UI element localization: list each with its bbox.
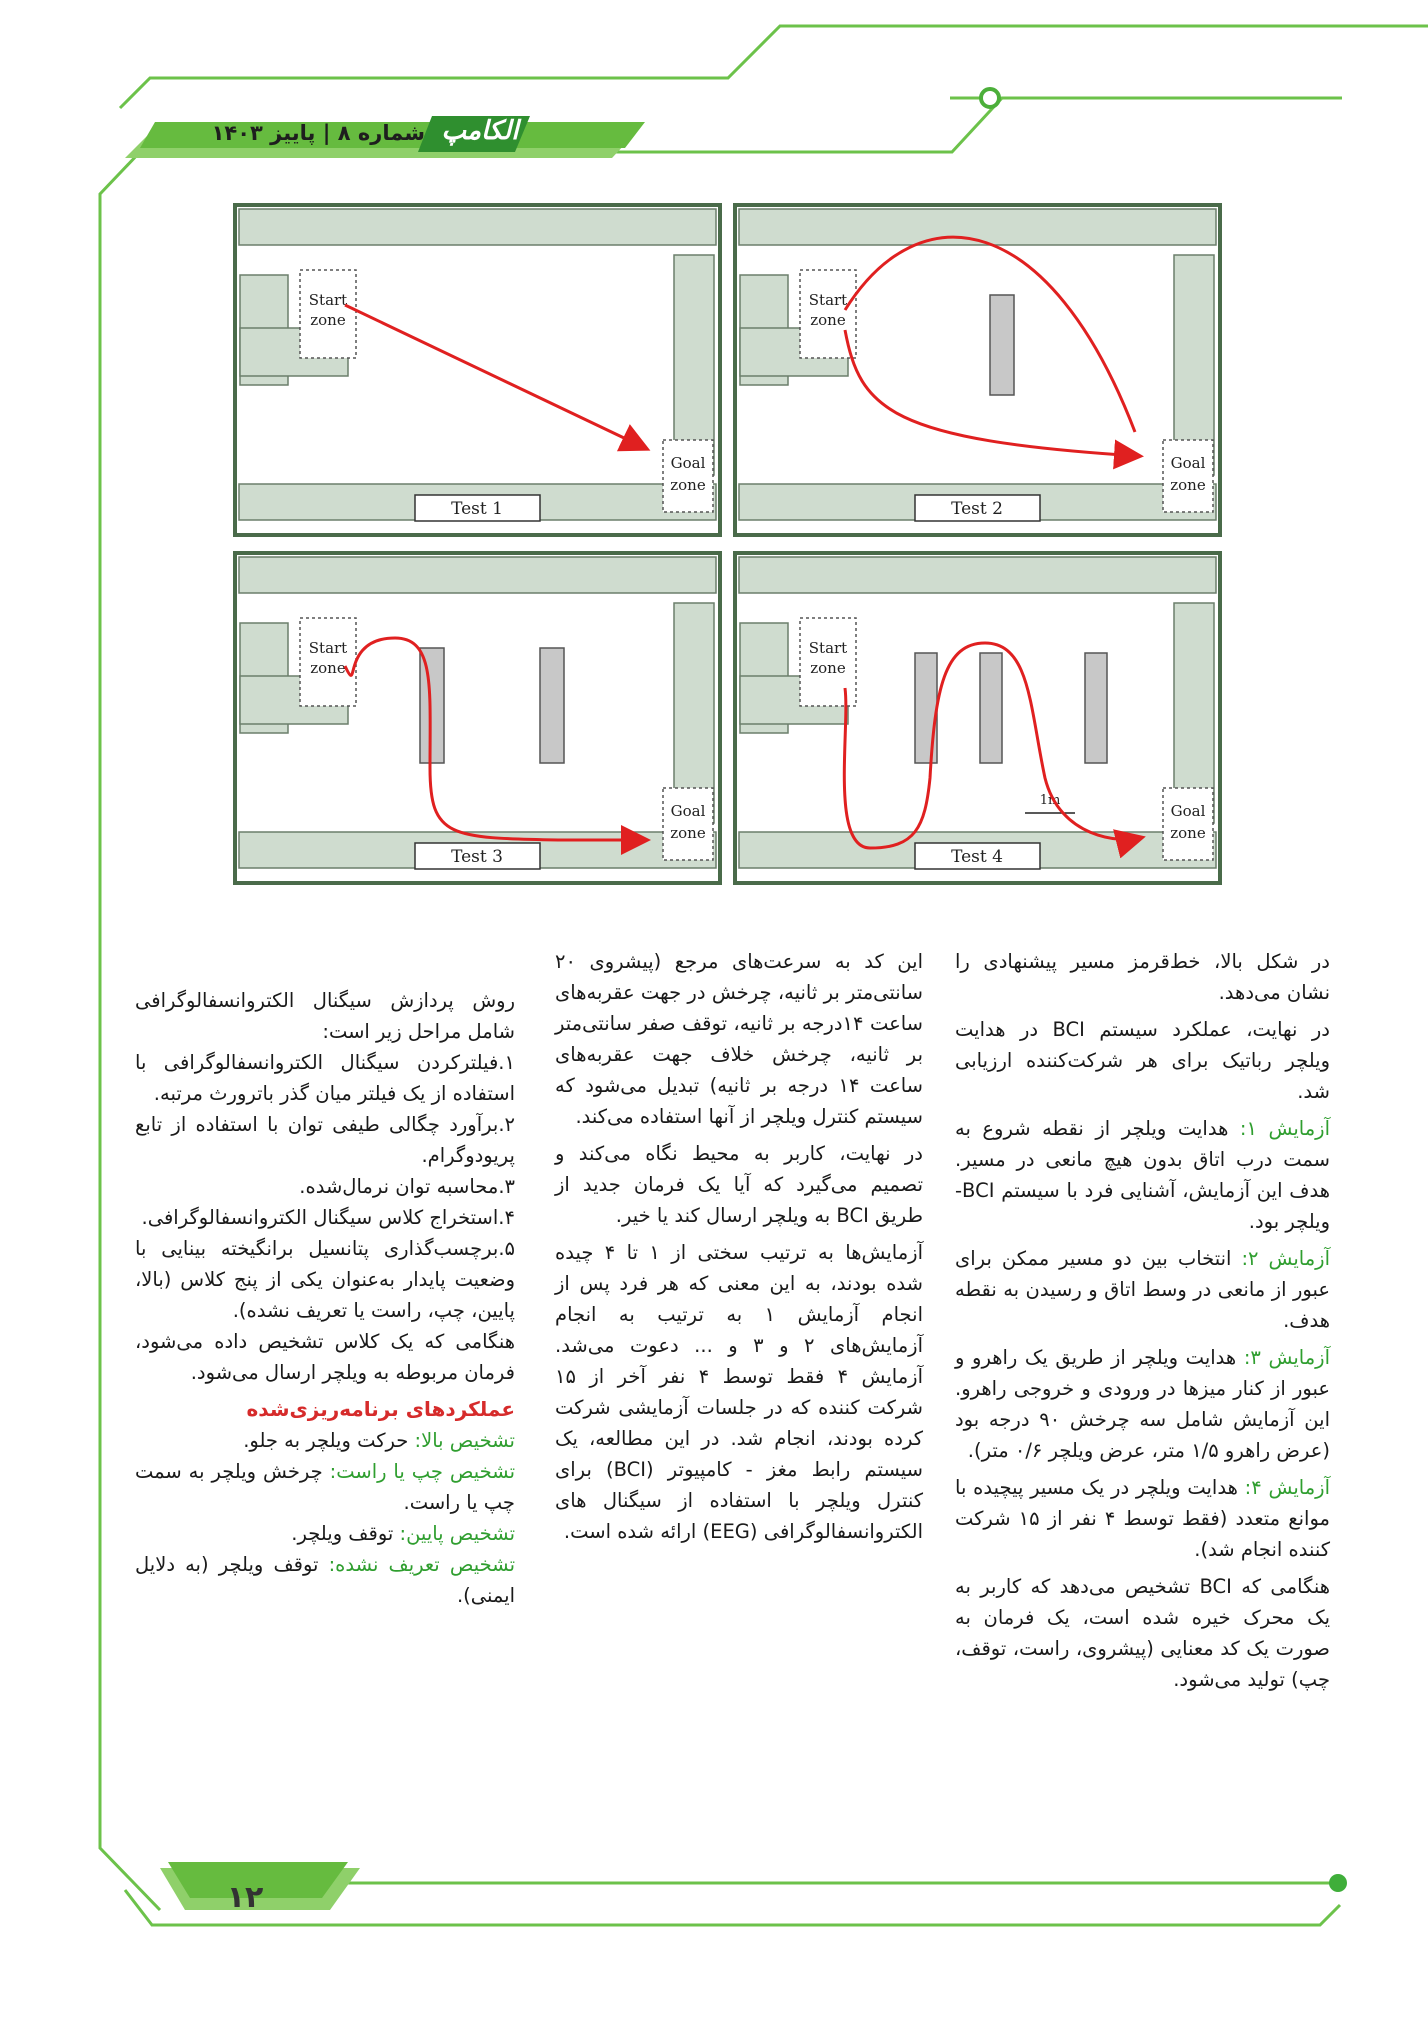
test-2-description: [955, 1243, 1330, 1336]
test-1-text: هدایت ویلچر از نقطه شروع به سمت درب اتاق بدون هیچ مانعی در مسیر. هدف این آزمایش، آشنایی فرد با سیستم BCI-ویلچر بود.: [955, 1117, 1330, 1233]
function-up-text: حرکت ویلچر به جلو.: [243, 1429, 415, 1452]
column-left: [135, 985, 515, 1611]
test-panel-4: [735, 553, 1220, 883]
paragraph: در شکل بالا، خط‌قرمز مسیر پیشنهادی را نشان می‌دهد.: [955, 950, 1330, 1004]
start-zone-label: Start: [808, 639, 848, 657]
test-3-label: آزمایش ۳:: [1243, 1346, 1330, 1369]
paragraph: روش پردازش سیگنال الکتروانسفالوگرافی شامل مراحل زیر است:: [135, 989, 515, 1043]
obstacle: [540, 648, 564, 763]
header-dot: [981, 89, 999, 107]
goal-zone-label: zone: [1170, 824, 1206, 842]
goal-zone-label: zone: [1170, 476, 1206, 494]
step-5: ۵.برچسب‌گذاری پتانسیل برانگیخته بینایی با وضعیت پایدار به‌عنوان یکی از پنج کلاس (بالا، پایین، چپ، راست یا تعریف نشده).: [135, 1237, 515, 1322]
test-2-label: آزمایش ۲:: [1241, 1247, 1330, 1270]
goal-zone-label: Goal: [670, 454, 706, 472]
obstacle: [1085, 653, 1107, 763]
step-3: ۳.محاسبه توان نرمال‌شده.: [299, 1175, 515, 1198]
test-label: Test 2: [951, 499, 1003, 519]
obstacle: [980, 653, 1002, 763]
test-1-description: [955, 1113, 1330, 1237]
test-panel-3: [235, 553, 720, 883]
start-zone-label: zone: [810, 311, 846, 329]
test-3-description: [955, 1342, 1330, 1466]
paragraph: این کد به سرعت‌های مرجع (پیشروی ۲۰ سانتی‌متر بر ثانیه، چرخش در جهت عقربه‌های ساعت ۱۴درجه بر ثانیه، توقف صفر سانتی‌متر بر ثانیه، چرخش خلاف جهت عقربه‌های ساعت ۱۴ درجه بر ثانیه) تبدیل می‌شود که سیستم کنترل ویلچر از آنها استفاده می‌کند.: [555, 950, 924, 1128]
test-label: Test 3: [451, 847, 503, 867]
column-middle: [555, 946, 923, 1553]
goal-zone-label: Goal: [1170, 802, 1206, 820]
function-down-text: توقف ویلچر.: [291, 1522, 400, 1545]
function-left-right-label: تشخیص چپ یا راست:: [329, 1460, 515, 1483]
issue-info: شماره ۸ | پاییز ۱۴۰۳: [211, 121, 425, 145]
step-2: ۲.برآورد چگالی طیفی توان با استفاده از تابع پریودوگرام.: [135, 1113, 515, 1167]
test-3-text: هدایت ویلچر از طریق یک راهرو و عبور از کنار میزها در ورودی و خروجی راهرو. این آزمایش شامل سه چرخش ۹۰ درجه بود (عرض راهرو ۱/۵ متر، عرض ویلچر ۰/۶ متر).: [955, 1346, 1330, 1462]
start-zone-label: zone: [310, 659, 346, 677]
page-number: ۱۲: [226, 1880, 264, 1915]
obstacle: [990, 295, 1014, 395]
paragraph: آزمایش‌ها به ترتیب سختی از ۱ تا ۴ چیده شده بودند، به این معنی که هر فرد پس از انجام آزمایش ۱ به ترتیب به انجام آزمایش‌های ۲ و ۳ و ... دعوت می‌شد. آزمایش ۴ فقط توسط ۴ نفر آخر از ۱۵ شرکت کننده که در جلسات آزمایشی شرکت کرده بودند، انجام شد. در این مطالعه، یک سیستم رابط مغز - کامپیوتر (BCI) برای کنترل ویلچر با استفاده از سیگنال های الکتروانسفالوگرافی (EEG) ارائه شده است.: [555, 1241, 924, 1543]
function-down: [135, 1518, 515, 1549]
step-4: ۴.استخراج کلاس سیگنال الکتروانسفالوگرافی.: [141, 1206, 515, 1229]
function-undefined: [135, 1549, 515, 1611]
obstacle: [420, 648, 444, 763]
start-zone-label: Start: [308, 639, 348, 657]
test-scenarios-figure: [230, 200, 1230, 900]
top-wall: [239, 209, 716, 245]
paragraph: هنگامی که یک کلاس تشخیص داده می‌شود، فرمان مربوطه به ویلچر ارسال می‌شود.: [135, 1330, 515, 1384]
test-2-text: انتخاب بین دو مسیر ممکن برای عبور از مانعی در وسط اتاق و رسیدن به نقطه هدف.: [955, 1247, 1330, 1332]
test-label: Test 4: [951, 847, 1003, 867]
step-1: ۱.فیلترکردن سیگنال الکتروانسفالوگرافی با استفاده از یک فیلتر میان گذر باترورث مرتبه.: [135, 1051, 515, 1105]
goal-zone-label: Goal: [670, 802, 706, 820]
function-undefined-label: تشخیص تعریف نشده:: [328, 1553, 516, 1576]
test-4-description: [955, 1472, 1330, 1565]
section-heading: عملکردهای برنامه‌ریزی‌شده: [246, 1397, 515, 1421]
goal-zone-label: Goal: [1170, 454, 1206, 472]
column-right: [955, 946, 1330, 1701]
function-up-label: تشخیص بالا:: [414, 1429, 515, 1452]
test-4-label: آزمایش ۴:: [1244, 1476, 1330, 1499]
function-left-right: [135, 1456, 515, 1518]
test-panel-2: [735, 205, 1220, 535]
function-down-label: تشخیص پایین:: [399, 1522, 515, 1545]
test-label: Test 1: [451, 499, 503, 519]
start-zone-label: zone: [810, 659, 846, 677]
top-wall: [739, 557, 1216, 593]
paragraph: هنگامی که BCI تشخیص می‌دهد که کاربر به یک محرک خیره شده است، یک فرمان به صورت یک کد معنایی (پیشروی، راست، توقف، چپ) تولید می‌شود.: [955, 1575, 1331, 1691]
goal-zone-label: zone: [670, 476, 706, 494]
paragraph: در نهایت، عملکرد سیستم BCI در هدایت ویلچر رباتیک برای هر شرکت‌کننده ارزیابی شد.: [955, 1018, 1330, 1103]
scale-label: 1m: [1039, 793, 1061, 808]
test-panel-1: [235, 205, 720, 535]
paragraph: در نهایت، کاربر به محیط نگاه می‌کند و تصمیم می‌گیرد که آیا یک فرمان جدید از طریق BCI به ویلچر ارسال کند یا خیر.: [555, 1142, 923, 1227]
function-undefined-text: توقف ویلچر (به دلایل ایمنی).: [135, 1553, 515, 1607]
start-zone-label: zone: [310, 311, 346, 329]
start-zone-label: Start: [808, 291, 848, 309]
test-1-label: آزمایش ۱:: [1239, 1117, 1330, 1140]
footer-dot: [1329, 1874, 1347, 1892]
test-4-text: هدایت ویلچر در یک مسیر پیچیده با موانع متعدد (فقط توسط ۴ نفر از ۱۵ شرکت کننده انجام شد).: [955, 1476, 1330, 1561]
function-left-right-text: چرخش ویلچر به سمت چپ یا راست.: [135, 1460, 515, 1514]
goal-zone-label: zone: [670, 824, 706, 842]
magazine-logo: الکامپ: [441, 116, 519, 146]
top-wall: [239, 557, 716, 593]
function-up: [135, 1425, 515, 1456]
start-zone-label: Start: [308, 291, 348, 309]
